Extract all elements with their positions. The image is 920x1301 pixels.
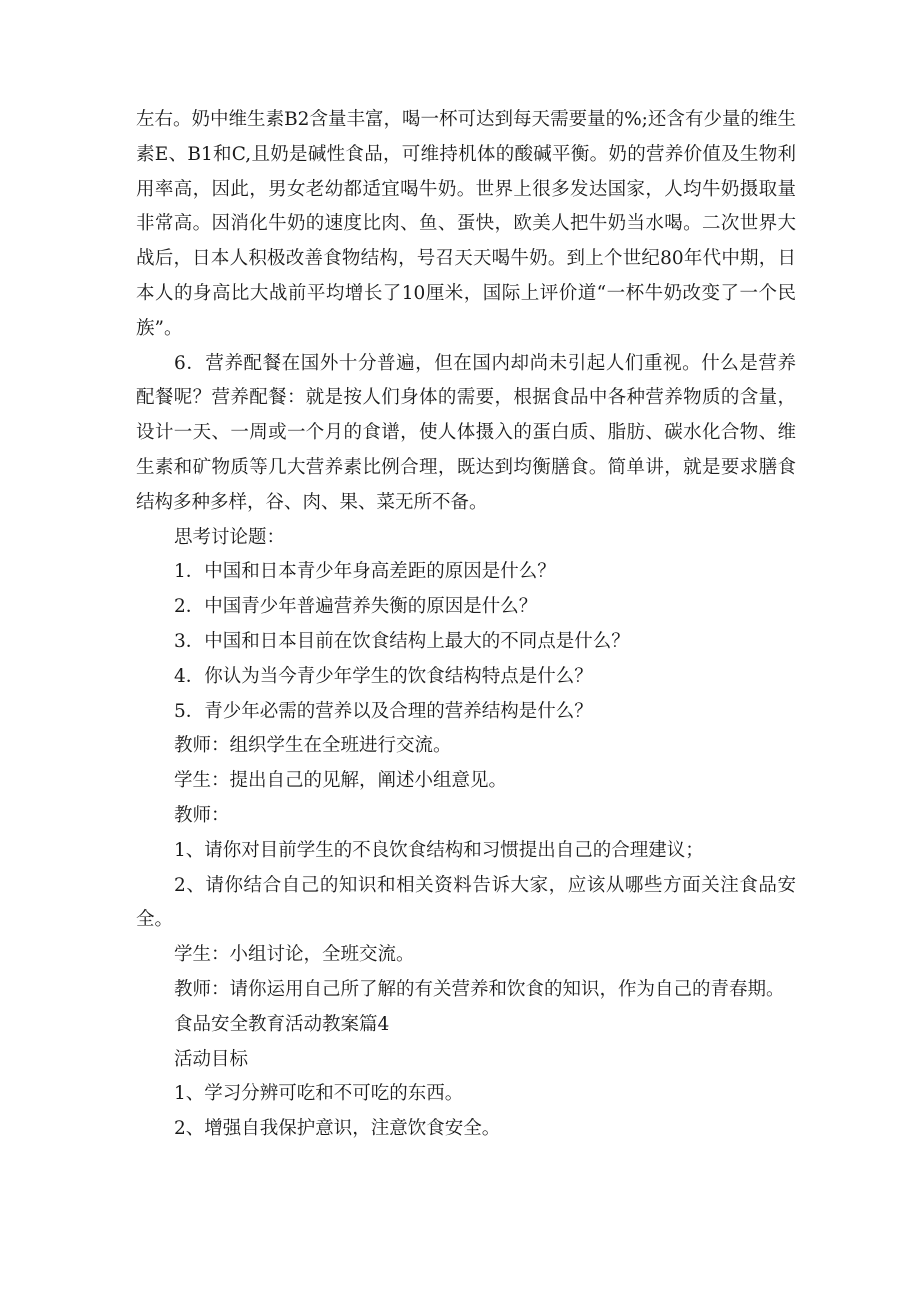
document-page (136, 103, 796, 1147)
goal-1: 1、学习分辨可吃和不可吃的东西。 (174, 1083, 464, 1105)
teacher-organize: 教师：组织学生在全班进行交流。 (174, 735, 452, 757)
teacher-closing: 教师：请你运用自己所了解的有关营养和饮食的知识，作为自己的青春期。 (174, 978, 785, 1000)
question-4: 4．你认为当今青少年学生的饮食结构特点是什么？ (174, 665, 593, 687)
section-title: 食品安全教育活动教案篇4 (174, 1013, 390, 1035)
teacher-task-2: 2、请你结合自己的知识和相关资料告诉大家，应该从哪些方面关注食品安全。 (136, 874, 796, 931)
discussion-heading: 思考讨论题： (174, 526, 286, 548)
question-3: 3．中国和日本目前在饮食结构上最大的不同点是什么？ (174, 630, 630, 652)
paragraph-nutrition-catering: 6．营养配餐在国外十分普遍，但在国内却尚未引起人们重视。什么是营养配餐呢？营养配餐：就是按人们身体的需要，根据食品中各种营养物质的含量，设计一天、一周或一个月的食谱，使人体摄入的蛋白质、脂肪、碳水化合物、维生素和矿物质等几大营养素比例合理，既达到均衡膳食。简单讲，就是要求膳食结构多种多样，谷、肉、果、菜无所不备。 (136, 352, 796, 513)
question-2: 2．中国青少年普遍营养失衡的原因是什么？ (174, 596, 538, 618)
teacher-task-1: 1、请你对目前学生的不良饮食结构和习惯提出自己的合理建议； (174, 839, 704, 861)
question-5: 5．青少年必需的营养以及合理的营养结构是什么？ (174, 700, 593, 722)
question-1: 1．中国和日本青少年身高差距的原因是什么？ (174, 561, 556, 583)
student-discussion: 学生：小组讨论，全班交流。 (174, 944, 415, 966)
activity-goals-heading: 活动目标 (174, 1048, 249, 1070)
goal-2: 2、增强自我保护意识，注意饮食安全。 (174, 1118, 501, 1140)
teacher-label: 教师： (174, 804, 230, 826)
paragraph-milk-nutrition: 左右。奶中维生素B2含量丰富，喝一杯可达到每天需要量的%;还含有少量的维生素E、B1和C,且奶是碱性食品，可维持机体的酸碱平衡。奶的营养价值及生物利用率高，因此，男女老幼都适宜喝牛奶。世界上很多发达国家，人均牛奶摄取量非常高。因消化牛奶的速度比肉、鱼、蛋快，欧美人把牛奶当水喝。二次世界大战后，日本人积极改善食物结构，号召天天喝牛奶。到上个世纪80年代中期，日本人的身高比大战前平均增长了10厘米，国际上评价道“一杯牛奶改变了一个民族”。 (136, 109, 796, 339)
student-opinion: 学生：提出自己的见解，阐述小组意见。 (174, 770, 508, 792)
